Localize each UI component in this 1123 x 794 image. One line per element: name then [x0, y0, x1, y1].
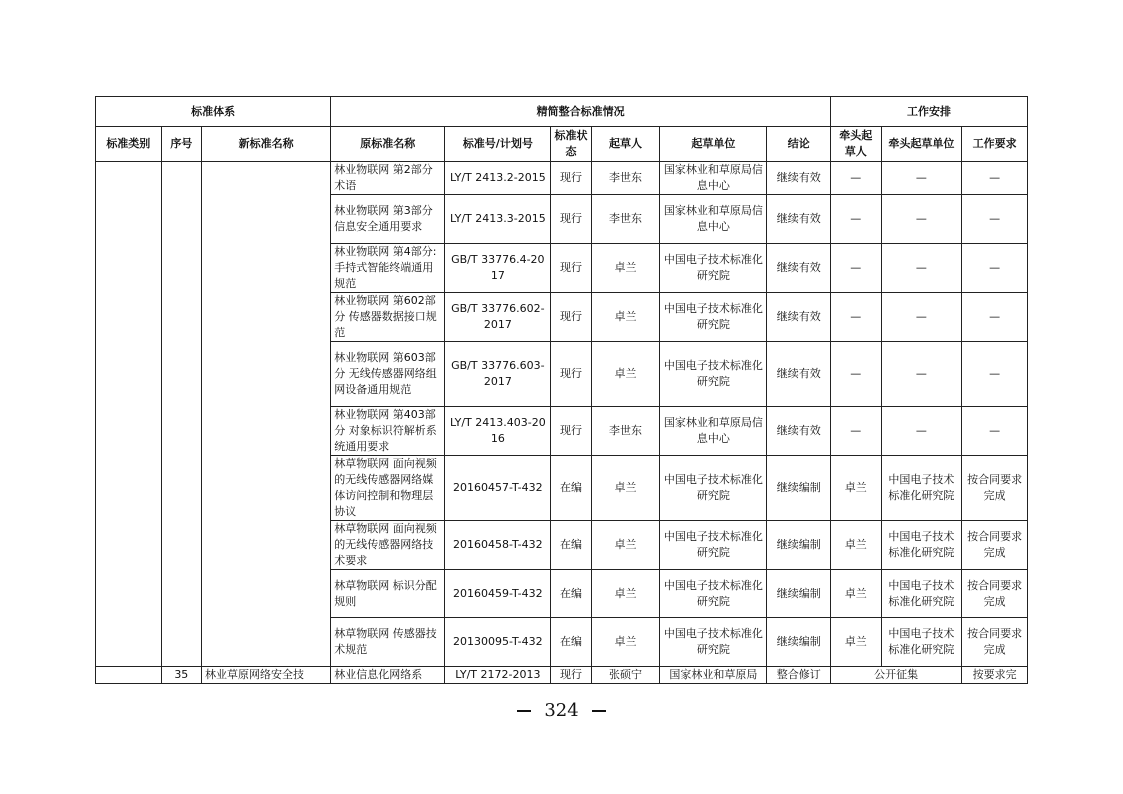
conclusion: 继续编制: [767, 456, 831, 521]
standards-table: [95, 96, 1028, 684]
std-no: LY/T 2413.2-2015: [445, 162, 551, 195]
lead-unit: —: [881, 407, 962, 456]
orig-name: 林业物联网 第403部分 对象标识符解析系统通用要求: [331, 407, 445, 456]
lead-unit: —: [881, 162, 962, 195]
header-category: 标准类别: [96, 127, 162, 162]
new-name: 林业草原网络安全技: [202, 667, 331, 684]
status: 在编: [551, 521, 591, 570]
lead-unit: —: [881, 342, 962, 407]
conclusion: 继续编制: [767, 570, 831, 618]
drafter: 卓兰: [591, 570, 660, 618]
header-std-no: 标准号/计划号: [445, 127, 551, 162]
conclusion: 继续有效: [767, 162, 831, 195]
orig-name: 林业物联网 第602部分 传感器数据接口规范: [331, 293, 445, 342]
orig-name: 林业物联网 第2部分 术语: [331, 162, 445, 195]
lead-unit: —: [881, 195, 962, 244]
conclusion: 继续有效: [767, 244, 831, 293]
status: 现行: [551, 195, 591, 244]
new-name-cell: [202, 162, 331, 667]
requirement: —: [962, 293, 1028, 342]
drafter: 卓兰: [591, 293, 660, 342]
header-lead-person: 牵头起草人: [831, 127, 881, 162]
column-header-row: [96, 127, 1028, 162]
status: 现行: [551, 162, 591, 195]
lead-unit: 中国电子技术标准化研究院: [881, 456, 962, 521]
header-lead-unit: 牵头起草单位: [881, 127, 962, 162]
std-no: GB/T 33776.603-2017: [445, 342, 551, 407]
lead-unit: 中国电子技术标准化研究院: [881, 618, 962, 667]
orig-name: 林业物联网 第3部分 信息安全通用要求: [331, 195, 445, 244]
std-no: 20160458-T-432: [445, 521, 551, 570]
drafter: 卓兰: [591, 244, 660, 293]
unit: 国家林业和草原局信息中心: [660, 162, 767, 195]
drafter: 李世东: [591, 195, 660, 244]
status: 在编: [551, 456, 591, 521]
conclusion: 继续编制: [767, 618, 831, 667]
lead-person: —: [831, 244, 881, 293]
header-conclusion: 结论: [767, 127, 831, 162]
unit: 中国电子技术标准化研究院: [660, 570, 767, 618]
orig-name: 林业信息化网络系: [331, 667, 445, 684]
drafter: 张硕宁: [591, 667, 660, 684]
status: 在编: [551, 570, 591, 618]
unit: 中国电子技术标准化研究院: [660, 618, 767, 667]
category-cell: [96, 667, 162, 684]
table-row: [96, 667, 1028, 684]
requirement: 按要求完: [962, 667, 1028, 684]
requirement: —: [962, 342, 1028, 407]
page-number: [0, 700, 1123, 721]
header-status: 标准状态: [551, 127, 591, 162]
requirement: 按合同要求完成: [962, 521, 1028, 570]
dash-left: [517, 710, 531, 712]
category-cell: [96, 162, 162, 667]
drafter: 卓兰: [591, 618, 660, 667]
unit: 中国电子技术标准化研究院: [660, 521, 767, 570]
header-drafter: 起草人: [591, 127, 660, 162]
std-no: GB/T 33776.4-2017: [445, 244, 551, 293]
conclusion: 继续有效: [767, 195, 831, 244]
status: 现行: [551, 407, 591, 456]
std-no: 20160459-T-432: [445, 570, 551, 618]
requirement: 按合同要求完成: [962, 570, 1028, 618]
lead-person: 卓兰: [831, 570, 881, 618]
requirement: —: [962, 162, 1028, 195]
status: 在编: [551, 618, 591, 667]
std-no: GB/T 33776.602-2017: [445, 293, 551, 342]
orig-name: 林草物联网 面向视频的无线传感器网络技术要求: [331, 521, 445, 570]
dash-right: [592, 710, 606, 712]
group-work-arrangement: 工作安排: [831, 97, 1028, 127]
requirement: 按合同要求完成: [962, 618, 1028, 667]
group-header-row: [96, 97, 1028, 127]
header-new-name: 新标准名称: [202, 127, 331, 162]
requirement: —: [962, 244, 1028, 293]
std-no: LY/T 2413.403-2016: [445, 407, 551, 456]
std-no: 20130095-T-432: [445, 618, 551, 667]
orig-name: 林草物联网 传感器技术规范: [331, 618, 445, 667]
work-merged: 公开征集: [831, 667, 962, 684]
lead-person: 卓兰: [831, 456, 881, 521]
status: 现行: [551, 342, 591, 407]
lead-person: —: [831, 293, 881, 342]
lead-person: 卓兰: [831, 521, 881, 570]
unit: 国家林业和草原局信息中心: [660, 195, 767, 244]
seq-cell: [161, 162, 201, 667]
unit: 国家林业和草原局信息中心: [660, 407, 767, 456]
conclusion: 继续有效: [767, 293, 831, 342]
table-row: [96, 162, 1028, 195]
drafter: 李世东: [591, 407, 660, 456]
lead-unit: —: [881, 293, 962, 342]
lead-unit: 中国电子技术标准化研究院: [881, 521, 962, 570]
drafter: 卓兰: [591, 521, 660, 570]
header-orig-name: 原标准名称: [331, 127, 445, 162]
lead-person: —: [831, 407, 881, 456]
conclusion: 继续编制: [767, 521, 831, 570]
std-no: 20160457-T-432: [445, 456, 551, 521]
unit: 国家林业和草原局: [660, 667, 767, 684]
requirement: —: [962, 195, 1028, 244]
status: 现行: [551, 667, 591, 684]
seq: 35: [161, 667, 201, 684]
drafter: 卓兰: [591, 342, 660, 407]
lead-person: —: [831, 162, 881, 195]
group-standard-system: 标准体系: [96, 97, 331, 127]
std-no: LY/T 2172-2013: [445, 667, 551, 684]
header-requirement: 工作要求: [962, 127, 1028, 162]
lead-person: 卓兰: [831, 618, 881, 667]
lead-unit: 中国电子技术标准化研究院: [881, 570, 962, 618]
header-seq: 序号: [161, 127, 201, 162]
status: 现行: [551, 293, 591, 342]
conclusion: 整合修订: [767, 667, 831, 684]
orig-name: 林业物联网 第603部分 无线传感器网络组网设备通用规范: [331, 342, 445, 407]
header-unit: 起草单位: [660, 127, 767, 162]
lead-person: —: [831, 195, 881, 244]
orig-name: 林草物联网 标识分配规则: [331, 570, 445, 618]
group-consolidation: 精简整合标准情况: [331, 97, 831, 127]
drafter: 李世东: [591, 162, 660, 195]
drafter: 卓兰: [591, 456, 660, 521]
requirement: —: [962, 407, 1028, 456]
unit: 中国电子技术标准化研究院: [660, 456, 767, 521]
unit: 中国电子技术标准化研究院: [660, 244, 767, 293]
lead-unit: —: [881, 244, 962, 293]
orig-name: 林草物联网 面向视频的无线传感器网络媒体访问控制和物理层协议: [331, 456, 445, 521]
orig-name: 林业物联网 第4部分:手持式智能终端通用规范: [331, 244, 445, 293]
requirement: 按合同要求完成: [962, 456, 1028, 521]
conclusion: 继续有效: [767, 342, 831, 407]
conclusion: 继续有效: [767, 407, 831, 456]
unit: 中国电子技术标准化研究院: [660, 293, 767, 342]
status: 现行: [551, 244, 591, 293]
page-number-text: 324: [544, 700, 579, 721]
lead-person: —: [831, 342, 881, 407]
std-no: LY/T 2413.3-2015: [445, 195, 551, 244]
unit: 中国电子技术标准化研究院: [660, 342, 767, 407]
